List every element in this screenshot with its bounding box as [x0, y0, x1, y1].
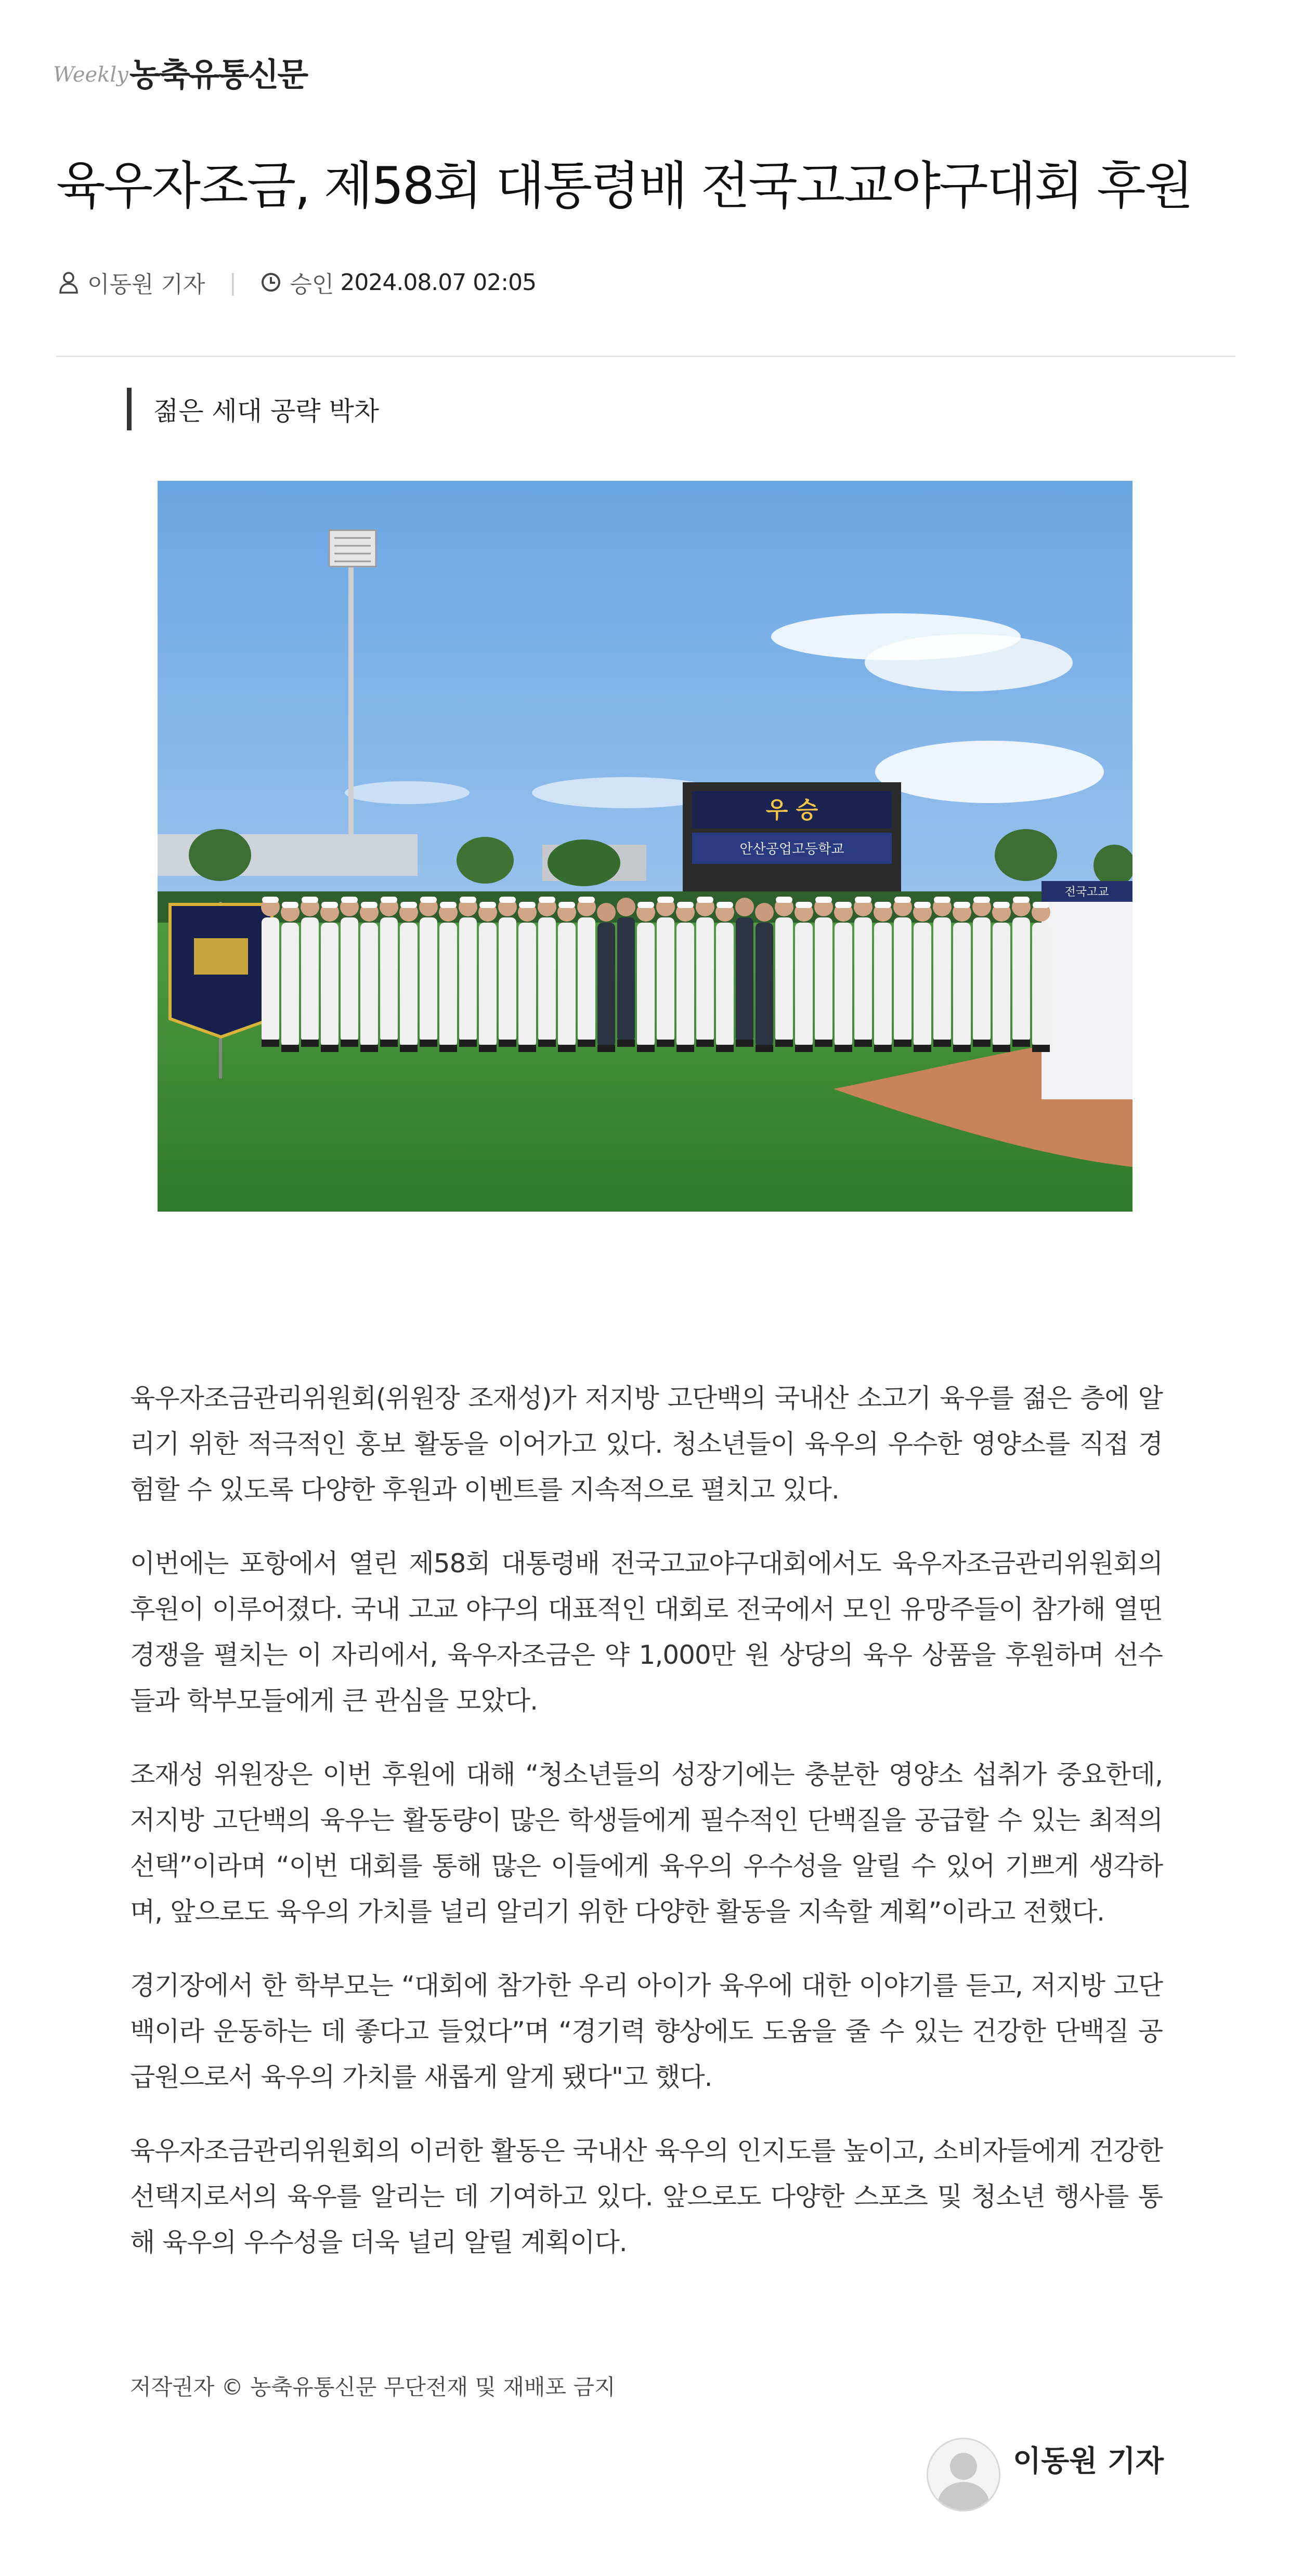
person-shoes: [696, 1040, 714, 1047]
date-label: 승인: [290, 271, 334, 298]
person-shoes: [617, 1040, 635, 1047]
person-cap: [282, 902, 298, 908]
person-figure: [578, 917, 595, 1042]
person-cap: [341, 897, 358, 903]
person-figure: [874, 923, 892, 1047]
person-shoes: [558, 1045, 576, 1052]
person-cap: [440, 902, 457, 908]
person-cap: [855, 897, 871, 903]
article-paragraph: 육우자조금관리위원회의 이러한 활동은 국내산 육우의 인지도를 높이고, 소비자들에게 건강한 선택지로서의 육우를 알리는 데 기여하고 있다. 앞으로도 다양한 스포츠 및 청소년 행사를 통해 육우의 우수성을 더욱 널리 알릴 계획이다.: [130, 2136, 1163, 2257]
person-cap: [894, 897, 911, 903]
person-figure: [716, 923, 734, 1047]
person-figure: [1012, 917, 1030, 1042]
person-shoes: [854, 1040, 872, 1047]
person-shoes: [736, 1040, 753, 1047]
person-cap: [875, 902, 891, 908]
person-shoes: [657, 1040, 674, 1047]
person-figure: [953, 923, 971, 1047]
person-cap: [420, 897, 437, 903]
site-logo[interactable]: [53, 46, 307, 93]
person-cap: [637, 902, 654, 908]
person-figure: [894, 917, 912, 1042]
person-shoes: [933, 1040, 951, 1047]
person-shoes: [973, 1040, 991, 1047]
person-figure: [360, 923, 378, 1047]
person-figure: [321, 923, 338, 1047]
person-cap: [400, 902, 417, 908]
article-body: [130, 1375, 1163, 2293]
person-cap: [954, 902, 970, 908]
logo-text: 농축유통신문: [129, 55, 307, 94]
person-shoes: [459, 1040, 477, 1047]
person-cap: [361, 902, 377, 908]
person-figure: [657, 917, 674, 1042]
person-cap: [796, 902, 812, 908]
person-figure: [459, 917, 477, 1042]
person-shoes: [597, 1045, 615, 1052]
person-figure: [815, 917, 832, 1042]
person-figure: [775, 917, 793, 1042]
person-shoes: [795, 1045, 813, 1052]
person-cap: [717, 902, 733, 908]
person-figure: [637, 923, 655, 1047]
person-cap: [677, 902, 694, 908]
meta-separator: |: [229, 269, 237, 296]
author-byline[interactable]: [927, 2438, 1164, 2512]
person-cap: [776, 897, 792, 903]
person-shoes: [518, 1045, 536, 1052]
person-shoes: [953, 1045, 971, 1052]
person-figure: [400, 923, 418, 1047]
person-head: [735, 898, 754, 916]
person-shoes: [400, 1045, 418, 1052]
article-meta: [58, 264, 536, 300]
person-cap: [539, 897, 555, 903]
person-shoes: [479, 1045, 497, 1052]
person-cap: [302, 897, 318, 903]
person-figure: [973, 917, 991, 1042]
person-shoes: [420, 1040, 437, 1047]
header-divider: [56, 356, 1235, 357]
article-paragraph: 이번에는 포항에서 열린 제58회 대통령배 전국고교야구대회에서도 육우자조금관리위원회의 후원이 이루어졌다. 국내 고교 야구의 대표적인 대회로 전국에서 모인 유망주들이 참가해 열띤 경쟁을 펼치는 이 자리에서, 육우자조금은 약 1,000만 원 상당의 육우 상품을 후원하며 선수들과 학부모들에게 큰 관심을 모았다.: [130, 1548, 1163, 1716]
person-shoes: [281, 1045, 299, 1052]
person-cap: [697, 897, 713, 903]
person-figure: [617, 917, 635, 1042]
person-figure: [696, 917, 714, 1042]
person-shoes: [1032, 1045, 1050, 1052]
article-paragraph: 조재성 위원장은 이번 후원에 대해 “청소년들의 성장기에는 충분한 영양소 섭취가 중요한데, 저지방 고단백의 육우는 활동량이 많은 학생들에게 필수적인 단백질을 공급할 수 있는 최적의 선택”이라며 “이번 대회를 통해 많은 이들에게 육우의 우수성을 알릴 수 있어 기쁘게 생각하며, 앞으로도 육우의 가치를 널리 알리기 위한 다양한 활동을 지속할 계획”이라고 전했다.: [130, 1759, 1163, 1927]
person-figure: [736, 917, 753, 1042]
scoreboard-title: 우 승: [765, 797, 818, 823]
person-cap: [657, 897, 674, 903]
person-shoes: [815, 1040, 832, 1047]
user-avatar-icon: [927, 2438, 1000, 2512]
person-figure: [301, 917, 319, 1042]
person-figure: [341, 917, 358, 1042]
person-figure: [281, 923, 299, 1047]
person-head: [617, 898, 635, 916]
user-icon: [58, 271, 79, 294]
person-figure: [262, 917, 279, 1042]
person-figure: [914, 923, 931, 1047]
person-shoes: [894, 1040, 912, 1047]
publish-date: 2024.08.07 02:05: [340, 269, 537, 296]
person-cap: [519, 902, 536, 908]
person-cap: [1013, 897, 1030, 903]
person-shoes: [578, 1040, 595, 1047]
person-shoes: [874, 1045, 892, 1052]
person-head: [755, 903, 774, 922]
person-cap: [262, 897, 279, 903]
article-paragraph: 경기장에서 한 학부모는 “대회에 참가한 우리 아이가 육우에 대한 이야기를 듣고, 저지방 고단백이라 운동하는 데 좋다고 들었다”며 “경기력 향상에도 도움을 줄 수 있는 건강한 단백질 공급원으로서 육우의 가치를 새롭게 알게 됐다"고 했다.: [130, 1970, 1163, 2092]
person-shoes: [716, 1045, 734, 1052]
person-figure: [835, 923, 852, 1047]
person-figure: [993, 923, 1010, 1047]
copyright-notice: 저작권자 © 농축유통신문 무단전재 및 재배포 금지: [130, 2374, 616, 2400]
logo-weekly-text: Weekly: [53, 63, 128, 87]
person-shoes: [756, 1045, 773, 1052]
person-shoes: [1012, 1040, 1030, 1047]
person-figure: [518, 923, 536, 1047]
person-figure: [795, 923, 813, 1047]
person-shoes: [914, 1045, 931, 1052]
person-cap: [460, 897, 476, 903]
person-figure: [933, 917, 951, 1042]
person-shoes: [499, 1040, 516, 1047]
article-photo[interactable]: [158, 481, 1132, 1212]
person-cap: [934, 897, 951, 903]
person-figure: [439, 923, 457, 1047]
person-figure: [1032, 923, 1050, 1047]
person-cap: [321, 902, 338, 908]
person-figure: [420, 917, 437, 1042]
person-figure: [597, 923, 615, 1047]
sponsor-board-text: 전국고교: [1064, 886, 1109, 899]
person-shoes: [262, 1040, 279, 1047]
person-shoes: [993, 1045, 1010, 1052]
person-figure: [538, 917, 556, 1042]
person-shoes: [637, 1045, 655, 1052]
person-shoes: [835, 1045, 852, 1052]
person-cap: [1033, 902, 1049, 908]
person-cap: [914, 902, 931, 908]
person-shoes: [538, 1040, 556, 1047]
person-shoes: [439, 1045, 457, 1052]
scoreboard-subtitle: 안산공업고등학교: [739, 842, 844, 857]
person-figure: [558, 923, 576, 1047]
byline-author-name[interactable]: 이동원 기자: [1013, 2444, 1164, 2478]
person-shoes: [775, 1040, 793, 1047]
person-figure: [499, 917, 516, 1042]
person-shoes: [360, 1045, 378, 1052]
clock-icon: [261, 272, 281, 293]
person-figure: [380, 917, 398, 1042]
person-figure: [479, 923, 497, 1047]
person-figure: [756, 923, 773, 1047]
article-title: 육우자조금, 제58회 대통령배 전국고교야구대회 후원: [56, 156, 1192, 216]
person-shoes: [321, 1045, 338, 1052]
person-shoes: [380, 1040, 398, 1047]
person-cap: [815, 897, 832, 903]
person-cap: [993, 902, 1010, 908]
author-name[interactable]: 이동원 기자: [87, 271, 205, 298]
article-subtitle: 젊은 세대 공략 박차: [127, 388, 379, 430]
person-cap: [558, 902, 575, 908]
person-cap: [499, 897, 516, 903]
person-head: [597, 903, 616, 922]
person-shoes: [676, 1045, 694, 1052]
person-cap: [479, 902, 496, 908]
person-cap: [835, 902, 852, 908]
person-cap: [381, 897, 397, 903]
person-figure: [676, 923, 694, 1047]
person-cap: [578, 897, 595, 903]
person-shoes: [341, 1040, 358, 1047]
person-shoes: [301, 1040, 319, 1047]
article-paragraph: 육우자조금관리위원회(위원장 조재성)가 저지방 고단백의 국내산 소고기 육우를 젊은 층에 알리기 위한 적극적인 홍보 활동을 이어가고 있다. 청소년들이 육우의 우수한 영양소를 직접 경험할 수 있도록 다양한 후원과 이벤트를 지속적으로 펼치고 있다.: [130, 1383, 1163, 1505]
person-figure: [854, 917, 872, 1042]
person-cap: [973, 897, 990, 903]
